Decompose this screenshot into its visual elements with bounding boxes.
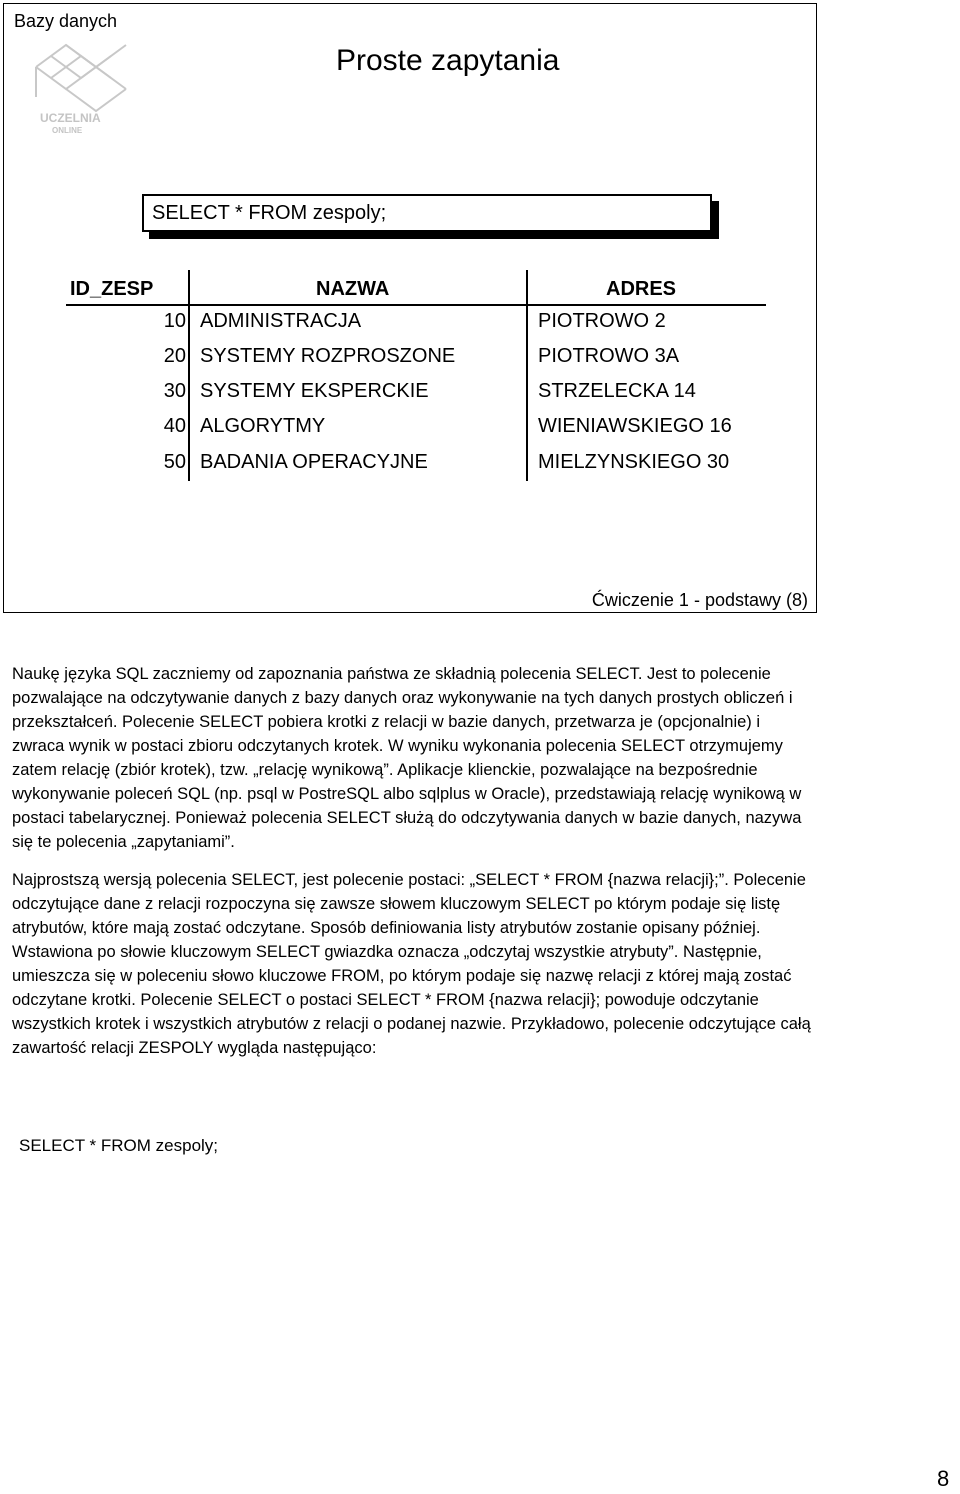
table-row (66, 310, 766, 345)
notes-paragraph: Naukę języka SQL zaczniemy od zapoznania państwa ze składnią polecenia SELECT. Jest to polecenie pozwalające na odczytywanie danych z bazy danych oraz wykonywanie na tych danych prostych obliczeń i przekształceń. Polecenie SELECT pobiera krotki z relacji w bazie danych, przetwarza je (opcjonalnie) i zwraca wynik w postaci zbioru odczytanych krotek. W wyniku wykonania polecenia SELECT otrzymujemy zatem relację (zbiór krotek), tzw. „relację wynikową”. Aplikacje klienckie, pozwalające na bezpośrednie wykonywanie poleceń SQL (np. psql w PostreSQL albo sqlplus w Oracle), przedstawiają relację wynikową w postaci tabelarycznej. Ponieważ polecenia SELECT służą do odczytywania danych w bazie danych, nazywa się te polecenia „zapytaniami”. (12, 665, 802, 851)
cell-name: BADANIA OPERACYJNE (200, 451, 428, 473)
table-row (66, 451, 766, 486)
cell-id: 40 (163, 415, 186, 437)
slide-title: Proste zapytania (336, 44, 560, 77)
cell-address: STRZELECKA 14 (538, 380, 696, 402)
notes-paragraph: Najprostszą wersją polecenia SELECT, jest polecenie postaci: „SELECT * FROM {nazwa relacji};”. Polecenie odczytujące dane z relacji rozpoczyna się zawsze słowem kluczowym SELECT po którym podaje się listę atrybutów, które mają zostać odczytane. Sposób definiowania listy atrybutów zostanie opisany później. Wstawiona po słowie kluczowym SELECT gwiazdka oznacza „odczytaj wszystkie atrybuty”. Następnie, umieszcza się w poleceniu słowo kluczowe FROM, po którym podaje się nazwę relacji z której mają zostać odczytane krotki. Polecenie SELECT o postaci SELECT * FROM {nazwa relacji}; powoduje odczytanie wszystkich krotek i wszystkich atrybutów z relacji o podanej nazwie. Przykładowo, polecenie odczytujące całą zawartość relacji ZESPOLY wygląda następująco: (12, 871, 811, 1057)
column-header-id: ID_ZESP (70, 278, 154, 300)
column-header-address: ADRES (606, 278, 677, 300)
header-divider (66, 304, 766, 306)
uczelnia-online-logo (26, 37, 144, 137)
cell-address: MIELZYNSKIEGO 30 (538, 451, 730, 473)
cell-address: PIOTROWO 2 (538, 310, 666, 332)
page-number: 8 (937, 1466, 950, 1491)
table-row (66, 415, 766, 450)
cell-id: 30 (163, 380, 186, 402)
cell-address: PIOTROWO 3A (538, 345, 680, 367)
table-row (66, 345, 766, 380)
table-row (66, 380, 766, 415)
column-header-name: NAZWA (316, 278, 390, 300)
cell-name: ADMINISTRACJA (200, 310, 362, 332)
cell-name: SYSTEMY ROZPROSZONE (200, 345, 456, 367)
code-example: SELECT * FROM zespoly; (19, 1136, 219, 1155)
slide-frame (3, 3, 817, 613)
svg-text:ONLINE: ONLINE (52, 126, 83, 135)
cell-name: SYSTEMY EKSPERCKIE (200, 380, 429, 402)
query-box: SELECT * FROM zespoly; (142, 194, 712, 232)
svg-text:UCZELNIA: UCZELNIA (40, 111, 101, 125)
cell-id: 50 (163, 451, 186, 473)
exercise-label: Ćwiczenie 1 - podstawy (8) (591, 590, 808, 610)
cell-address: WIENIAWSKIEGO 16 (538, 415, 732, 437)
cell-id: 20 (163, 345, 186, 367)
cell-name: ALGORYTMY (200, 415, 326, 437)
course-label: Bazy danych (14, 11, 118, 31)
cell-id: 10 (163, 310, 186, 332)
lecture-notes (12, 662, 812, 1060)
